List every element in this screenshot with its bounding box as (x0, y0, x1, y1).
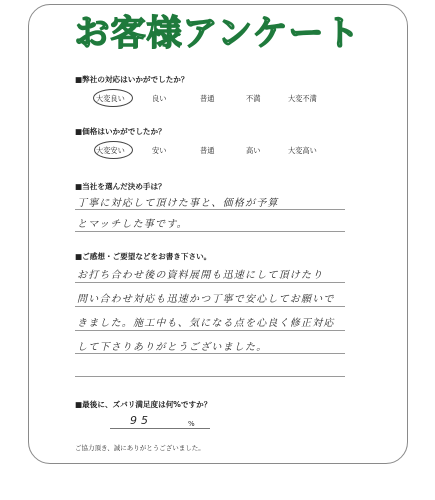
thank-you-note: ご協力頂き、誠にありがとうございました。 (75, 444, 205, 452)
price-option-normal[interactable]: 普通 (200, 146, 215, 155)
price-option-cheap[interactable]: 安い (152, 146, 167, 155)
satisfaction-underline (110, 428, 210, 429)
comments-answer-line-2: 問い合わせ対応も迅速かつ丁寧で安心してお願いで (77, 294, 335, 305)
question-price: ■価格はいかがでしたか？ (75, 127, 166, 136)
deciding-factor-answer-line-2: とマッチした事です。 (77, 219, 188, 230)
comments-answer-line-3: きました。施工中も、気になる点を心良く修正対応 (77, 318, 335, 329)
satisfaction-unit: % (188, 420, 195, 428)
answer-rule (75, 330, 345, 331)
comments-answer-line-1: お打ち合わせ後の資料展開も迅速にして頂けたり (77, 270, 324, 281)
price-option-very-cheap[interactable]: 大変安い (96, 146, 125, 155)
satisfaction-value: 95 (130, 414, 152, 427)
service-option-dissatisfied[interactable]: 不満 (246, 94, 261, 103)
deciding-factor-answer-line-1: 丁寧に対応して頂けた事と、価格が予算 (77, 198, 279, 209)
comments-answer-line-4: して下さりありがとうございました。 (77, 342, 268, 353)
answer-rule (75, 353, 345, 354)
selection-circle-service (93, 89, 133, 107)
question-deciding-factor: ■当社を選んだ決め手は？ (75, 182, 166, 191)
price-option-expensive[interactable]: 高い (246, 146, 261, 155)
service-option-very-dissatisfied[interactable]: 大変不満 (288, 94, 317, 103)
service-option-good[interactable]: 良い (152, 94, 167, 103)
service-option-normal[interactable]: 普通 (200, 94, 215, 103)
survey-title: お客様アンケート (74, 14, 361, 54)
answer-rule (75, 376, 345, 377)
answer-rule (75, 231, 345, 232)
price-option-very-expensive[interactable]: 大変高い (288, 146, 317, 155)
survey-card (28, 4, 408, 464)
service-option-very-good[interactable]: 大変良い (96, 94, 125, 103)
answer-rule (75, 209, 345, 210)
question-satisfaction: ■最後に、ズバリ満足度は何%ですか？ (75, 400, 212, 409)
selection-circle-price (94, 141, 133, 159)
question-service: ■弊社の対応はいかがでしたか？ (75, 75, 189, 84)
answer-rule (75, 282, 345, 283)
answer-rule (75, 306, 345, 307)
question-comments: ■ご感想・ご要望などをお書き下さい。 (75, 252, 212, 261)
